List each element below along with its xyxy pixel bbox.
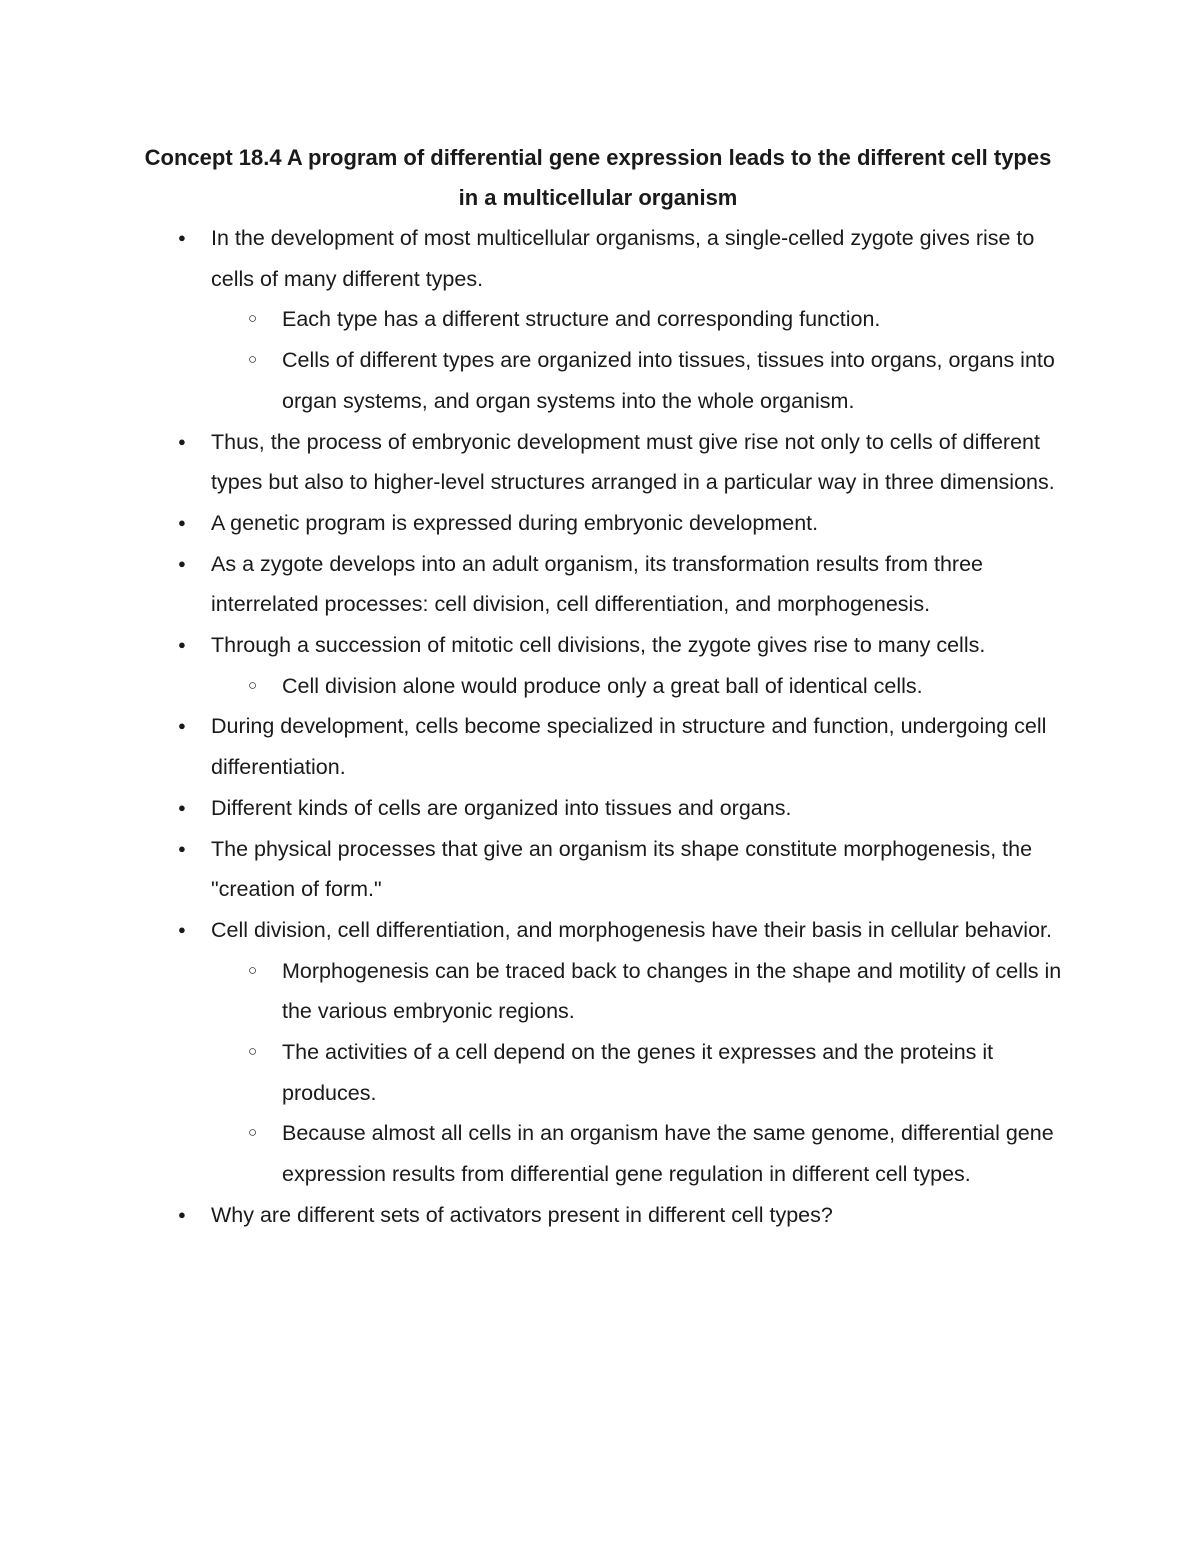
list-item: [0, 706, 1061, 787]
list-item-text: Different kinds of cells are organized into tissues and organs.: [211, 795, 792, 820]
filled-bullet-icon: ●: [178, 433, 186, 449]
filled-bullet-icon: ●: [178, 799, 186, 815]
bullet-list: [0, 218, 1200, 1236]
hollow-bullet-icon: ○: [248, 1043, 258, 1061]
hollow-bullet-icon: ○: [248, 351, 258, 369]
list-item-text: Each type has a different structure and corresponding function.: [282, 307, 881, 332]
list-item-text: Cell division, cell differentiation, and morphogenesis have their basis in cellular behavior.: [211, 917, 1052, 942]
list-item-text: Cells of different types are organized into tissues, tissues into organs, organs into organ systems, and organ systems into the whole organism.: [282, 348, 1055, 413]
sub-list-item: [0, 1032, 1062, 1113]
list-item-text: As a zygote develops into an adult organism, its transformation results from three interrelated processes: cell division, cell differentiation, and morphogenesis.: [211, 551, 983, 617]
list-item: [0, 544, 1061, 625]
filled-bullet-icon: ●: [178, 230, 186, 245]
hollow-bullet-icon: ○: [248, 961, 258, 979]
list-item-text: The physical processes that give an organism its shape constitute morphogenesis, the "creation of form.": [211, 836, 1033, 902]
list-item: [0, 829, 1061, 910]
list-item-text: Cell division alone would produce only a great ball of identical cells.: [282, 673, 923, 698]
list-item: [0, 422, 1061, 503]
list-item: [0, 910, 1061, 951]
sub-list-item: [0, 1113, 1062, 1194]
list-item: [0, 1195, 1061, 1236]
filled-bullet-icon: ●: [178, 637, 186, 653]
list-item: [0, 625, 1061, 666]
sub-list-item: [0, 951, 1062, 1032]
list-item-text: In the development of most multicellular organisms, a single-celled zygote gives rise to cells of many different types.: [211, 226, 1035, 291]
filled-bullet-icon: ●: [178, 840, 186, 856]
list-item-text: During development, cells become specialized in structure and function, undergoing cell differentiation.: [211, 714, 1047, 780]
hollow-bullet-icon: ○: [248, 1124, 258, 1142]
filled-bullet-icon: ●: [178, 718, 186, 734]
list-item-text: Why are different sets of activators present in different cell types?: [211, 1202, 833, 1227]
list-item-text: Morphogenesis can be traced back to changes in the shape and motility of cells in the various embryonic regions.: [282, 958, 1062, 1024]
hollow-bullet-icon: ○: [248, 676, 258, 694]
list-item-text: Through a succession of mitotic cell divisions, the zygote gives rise to many cells.: [211, 633, 986, 658]
filled-bullet-icon: ●: [178, 514, 186, 530]
sub-list-item: [0, 340, 1062, 421]
filled-bullet-icon: ●: [178, 1206, 186, 1222]
list-item: [0, 788, 1061, 829]
list-item-text: Because almost all cells in an organism have the same genome, differential gene expression results from differential gene regulation in different cell types.: [282, 1121, 1054, 1187]
list-item-text: Thus, the process of embryonic development must give rise not only to cells of different types but also to higher-level structures arranged in a particular way in three dimensions.: [211, 429, 1055, 495]
list-item: [0, 218, 1061, 299]
sub-list-item: [0, 666, 1062, 707]
list-item: [0, 503, 1061, 544]
filled-bullet-icon: ●: [178, 921, 186, 937]
document-title: Concept 18.4 A program of differential gene expression leads to the different cell types in a multicellular organism: [144, 145, 1052, 210]
hollow-bullet-icon: ○: [248, 310, 258, 328]
sub-list-item: [0, 299, 1062, 340]
list-item-text: The activities of a cell depend on the genes it expresses and the proteins it produces.: [282, 1040, 994, 1105]
filled-bullet-icon: ●: [178, 555, 186, 571]
list-item-text: A genetic program is expressed during embryonic development.: [211, 510, 819, 535]
